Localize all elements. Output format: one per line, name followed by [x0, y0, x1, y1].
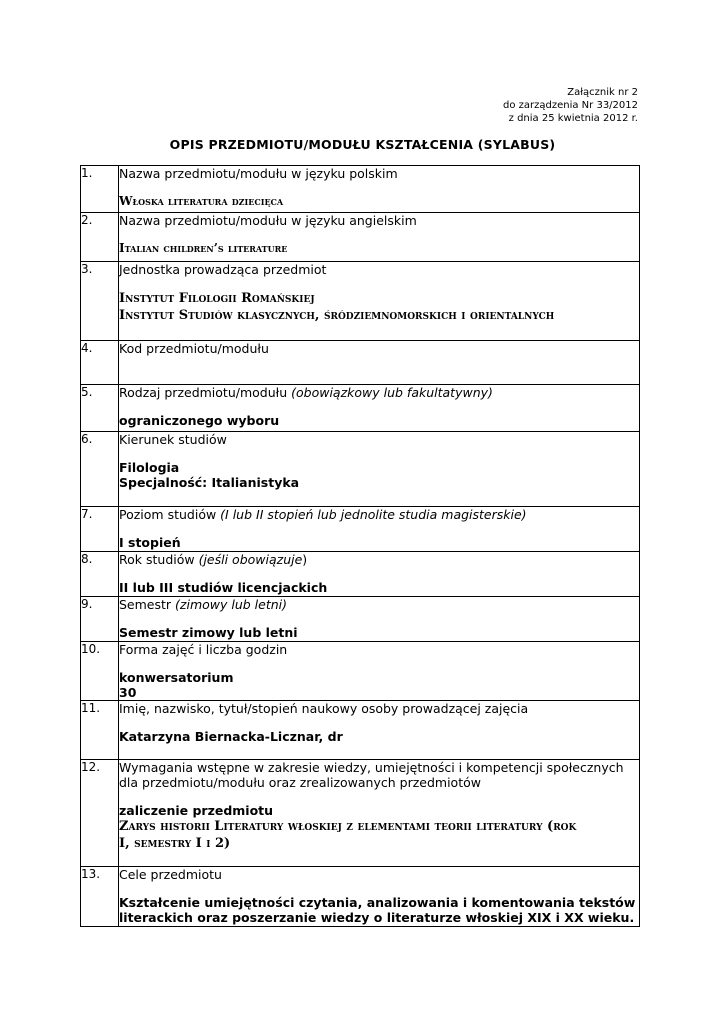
- row-answer: ograniczonego wyboru: [119, 413, 280, 428]
- row-answer: Kształcenie umiejętności czytania, analizowania i komentowania tekstów: [119, 895, 636, 910]
- row-number: 11.: [81, 701, 119, 760]
- row-question: [119, 507, 639, 522]
- question-text: Semestr: [119, 597, 176, 612]
- row-content: [119, 552, 640, 597]
- row-content: [119, 262, 640, 341]
- syllabus-table: [80, 165, 640, 927]
- question-hint: (zimowy lub letni): [175, 597, 288, 612]
- row-question: Nazwa przedmiotu/modułu w języku polskim: [119, 166, 398, 181]
- row-number: 7.: [81, 507, 119, 552]
- row-number: 1.: [81, 166, 119, 213]
- question-hint: (I lub II stopień lub jednolite studia magisterskie): [220, 507, 527, 522]
- row-content: [119, 166, 640, 213]
- row-answer: literackich oraz poszerzanie wiedzy o literaturze włoskiej XIX i XX wieku.: [119, 910, 635, 925]
- question-hint: (jeśli obowiązuje: [198, 552, 303, 567]
- document-title: OPIS PRZEDMIOTU/MODUŁU KSZTAŁCENIA (SYLABUS): [169, 137, 556, 152]
- row-content: [119, 213, 640, 262]
- row-answer: Katarzyna Biernacka-Licznar, dr: [119, 729, 343, 744]
- row-question: Imię, nazwisko, tytuł/stopień naukowy osoby prowadzącej zajęcia: [119, 701, 529, 716]
- row-answer: 30: [119, 685, 137, 700]
- table-row: [81, 701, 640, 760]
- row-question: Nazwa przedmiotu/modułu w języku angielskim: [119, 213, 417, 228]
- row-answer: Semestr zimowy lub letni: [119, 625, 298, 640]
- table-row: [81, 642, 640, 701]
- question-hint: (obowiązkowy lub fakultatywny): [291, 385, 493, 400]
- row-question: [119, 552, 639, 567]
- table-row: [81, 385, 640, 432]
- question-tail: ): [302, 552, 308, 567]
- row-answer: Instytut Filologii Romańskiej: [119, 291, 315, 306]
- row-question: Kierunek studiów: [119, 432, 227, 447]
- row-question: Cele przedmiotu: [119, 867, 222, 882]
- table-row: [81, 341, 640, 385]
- row-answer: konwersatorium: [119, 670, 234, 685]
- row-content: [119, 642, 640, 701]
- row-answer: Zarys historii Literatury włoskiej z elementami teorii literatury (rok: [119, 819, 577, 834]
- row-answer: I, semestry I i 2): [119, 836, 231, 851]
- row-question: [119, 597, 639, 612]
- row-number: 9.: [81, 597, 119, 642]
- row-number: 3.: [81, 262, 119, 341]
- row-number: 6.: [81, 432, 119, 507]
- table-row: [81, 213, 640, 262]
- table-row: [81, 552, 640, 597]
- row-content: [119, 597, 640, 642]
- row-answer: zaliczenie przedmiotu: [119, 803, 274, 818]
- table-row: [81, 262, 640, 341]
- row-content: [119, 432, 640, 507]
- attachment-header: [503, 86, 638, 125]
- table-row: [81, 867, 640, 927]
- row-content: [119, 341, 640, 385]
- row-answer: I stopień: [119, 535, 181, 550]
- attachment-number: Załącznik nr 2: [567, 87, 638, 98]
- row-answer: Włoska literatura dziecięca: [119, 194, 284, 208]
- row-content: [119, 867, 640, 927]
- table-row: [81, 760, 640, 867]
- row-content: [119, 385, 640, 432]
- row-content: [119, 760, 640, 867]
- row-answer: Specjalność: Italianistyka: [119, 475, 300, 490]
- row-content: [119, 507, 640, 552]
- row-number: 10.: [81, 642, 119, 701]
- row-answer: Instytut Studiów klasycznych, śródziemnomorskich i orientalnych: [119, 308, 555, 323]
- question-text: Poziom studiów: [119, 507, 221, 522]
- table-row: [81, 597, 640, 642]
- table-row: [81, 507, 640, 552]
- row-number: 8.: [81, 552, 119, 597]
- row-question: [119, 385, 639, 400]
- row-question: dla przedmiotu/modułu oraz zrealizowanych przedmiotów: [119, 775, 481, 790]
- question-text: Rodzaj przedmiotu/modułu: [119, 385, 292, 400]
- table-row: [81, 432, 640, 507]
- row-answer: Filologia: [119, 460, 180, 475]
- table-row: [81, 166, 640, 213]
- row-number: 5.: [81, 385, 119, 432]
- row-content: [119, 701, 640, 760]
- row-number: 4.: [81, 341, 119, 385]
- row-number: 12.: [81, 760, 119, 867]
- row-number: 2.: [81, 213, 119, 262]
- regulation-number: do zarządzenia Nr 33/2012: [503, 100, 638, 111]
- question-text: Rok studiów: [119, 552, 199, 567]
- row-question: Kod przedmiotu/modułu: [119, 341, 269, 356]
- row-question: Wymagania wstępne w zakresie wiedzy, umiejętności i kompetencji społecznych: [119, 760, 624, 775]
- regulation-date: z dnia 25 kwietnia 2012 r.: [508, 113, 638, 124]
- row-answer: II lub III studiów licencjackich: [119, 580, 328, 595]
- row-question: Jednostka prowadząca przedmiot: [119, 262, 327, 277]
- row-question: Forma zajęć i liczba godzin: [119, 642, 288, 657]
- row-answer: Italian children’s literature: [119, 241, 288, 255]
- row-number: 13.: [81, 867, 119, 927]
